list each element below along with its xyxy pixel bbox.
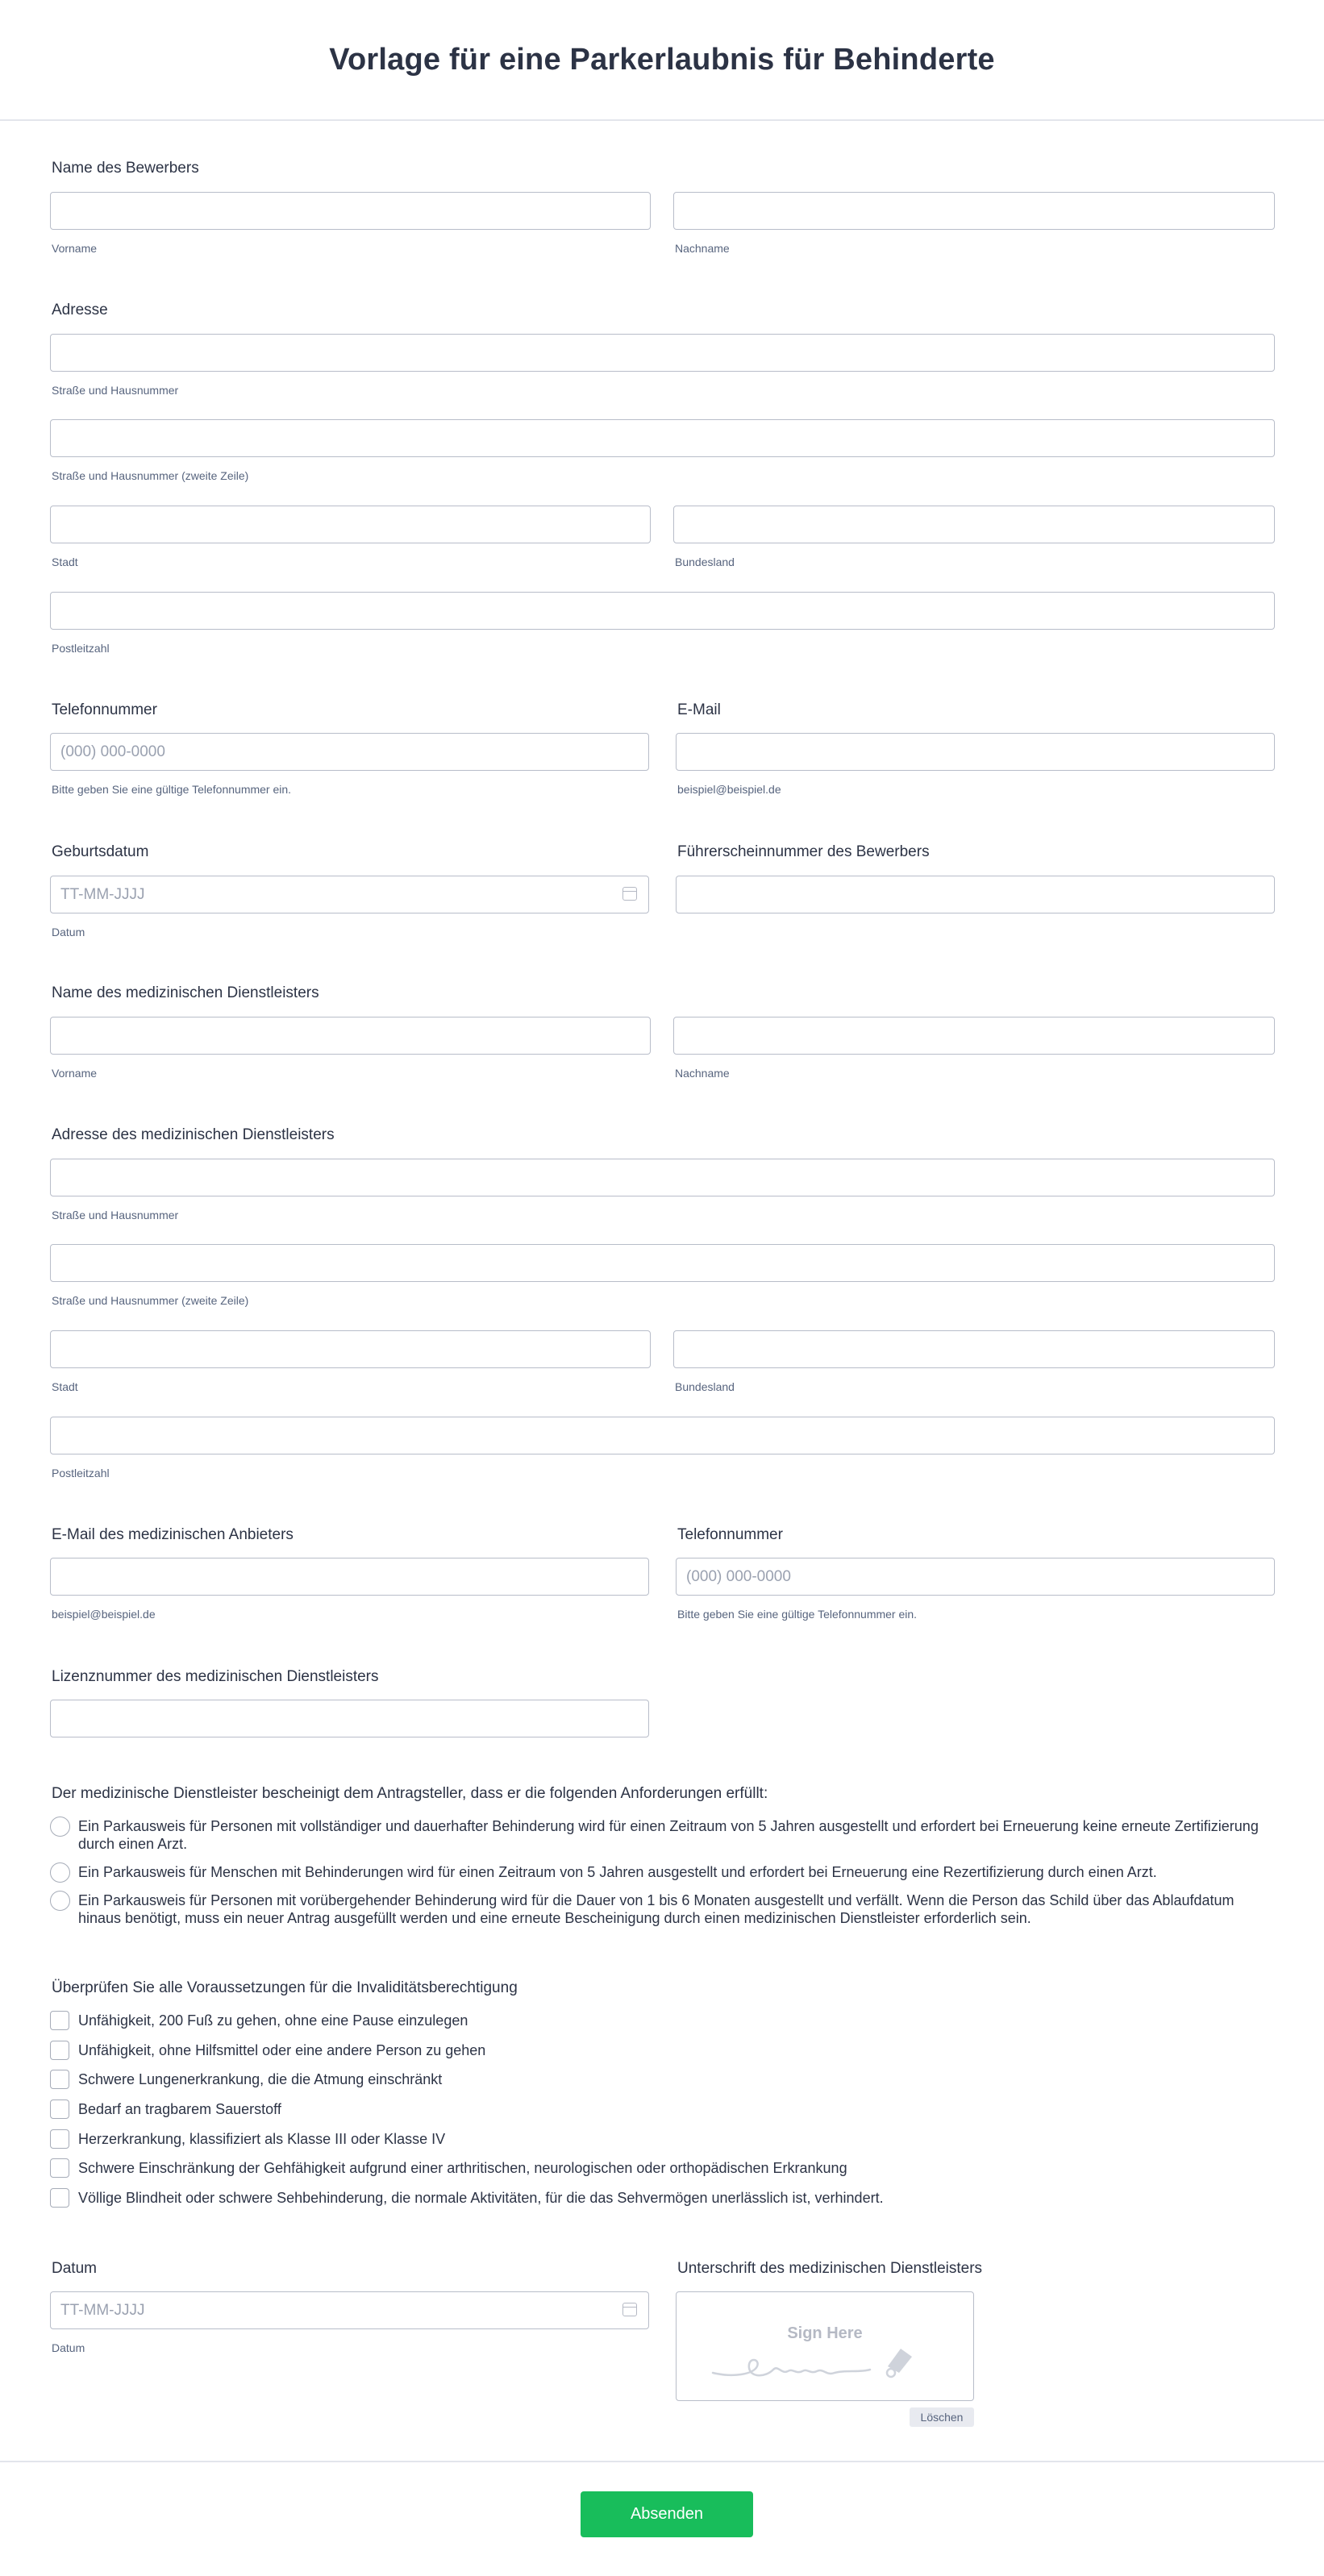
provider-phone-hint: Bitte geben Sie eine gültige Telefonnummer ein. [677,1608,918,1621]
birthdate-label: Geburtsdatum [52,843,149,860]
birthdate-input[interactable] [50,876,649,913]
provider-license-label: Lizenznummer des medizinischen Dienstleisters [52,1668,379,1685]
certification-option-label: Ein Parkausweis für Personen mit vollständiger und dauerhafter Behinderung wird für einen Zeitraum von 5 Jahren ausgestellt und erfordert bei Erneuerung keine erneute Zertifizierung durch einen Arzt. [78,1818,1259,1852]
provider-phone-label: Telefonnummer [677,1526,783,1543]
provider-address-label: Adresse des medizinischen Dienstleisters [52,1126,335,1143]
email-input[interactable] [676,733,1275,771]
provider-last-name-input[interactable] [673,1017,1275,1055]
radio-button[interactable] [50,1862,70,1883]
provider-email-input[interactable] [50,1558,649,1596]
checkbox[interactable] [50,2100,69,2119]
provider-city-sublabel: Stadt [52,1380,78,1393]
provider-first-name-input[interactable] [50,1017,651,1055]
address-city-input[interactable] [50,506,651,543]
checkbox[interactable] [50,2129,69,2149]
certification-option-label: Ein Parkausweis für Menschen mit Behinderungen wird für einen Zeitraum von 5 Jahren ausgestellt und erfordert bei Erneuerung eine Rezertifizierung durch einen Arzt. [78,1864,1157,1880]
checkbox[interactable] [50,2041,69,2060]
condition-option-label: Unfähigkeit, 200 Fuß zu gehen, ohne eine Pause einzulegen [78,2012,468,2029]
date-label: Datum [52,2260,97,2277]
provider-email-label: E-Mail des medizinischen Anbieters [52,1526,294,1543]
address-street2-input[interactable] [50,419,1275,457]
provider-last-name-sublabel: Nachname [675,1067,730,1080]
condition-option-label: Bedarf an tragbarem Sauerstoff [78,2101,281,2117]
checkbox[interactable] [50,2188,69,2208]
address-zip-sublabel: Postleitzahl [52,642,110,655]
condition-option-label: Herzerkrankung, klassifiziert als Klasse III oder Klasse IV [78,2131,446,2147]
signature-scribble-icon [709,2342,943,2386]
radio-button[interactable] [50,1817,70,1837]
checkbox[interactable] [50,2011,69,2030]
calendar-icon[interactable] [622,2303,637,2316]
email-label: E-Mail [677,701,721,718]
applicant-first-name-sublabel: Vorname [52,242,98,255]
condition-option-label: Völlige Blindheit oder schwere Sehbehinderung, die normale Aktivitäten, für die das Sehvermögen unerlässlich ist, verhindert. [78,2190,884,2206]
condition-option-label: Unfähigkeit, ohne Hilfsmittel oder eine andere Person zu gehen [78,2042,486,2058]
signature-placeholder: Sign Here [787,2324,863,2342]
form-header [0,0,1324,121]
provider-phone-input[interactable] [676,1558,1275,1596]
applicant-name-label: Name des Bewerbers [52,160,199,177]
provider-street1-input[interactable] [50,1159,1275,1196]
provider-state-input[interactable] [673,1330,1275,1368]
provider-license-input[interactable] [50,1700,649,1737]
provider-city-input[interactable] [50,1330,651,1368]
page-title: Vorlage für eine Parkerlaubnis für Behinderte [329,42,995,77]
calendar-icon[interactable] [622,887,637,901]
address-street1-input[interactable] [50,334,1275,372]
radio-button[interactable] [50,1891,70,1911]
condition-option-label: Schwere Einschränkung der Gehfähigkeit aufgrund einer arthritischen, neurologischen oder orthopädischen Erkrankung [78,2160,847,2176]
address-label: Adresse [52,302,108,318]
condition-option-label: Schwere Lungenerkrankung, die die Atmung einschränkt [78,2071,443,2087]
signature-clear-button[interactable]: Löschen [910,2407,974,2427]
provider-state-sublabel: Bundesland [675,1380,735,1393]
signature-label: Unterschrift des medizinischen Dienstleisters [677,2260,983,2277]
applicant-first-name-input[interactable] [50,192,651,230]
applicant-last-name-input[interactable] [673,192,1275,230]
applicant-last-name-sublabel: Nachname [675,242,730,255]
provider-zip-input[interactable] [50,1417,1275,1454]
license-label: Führerscheinnummer des Bewerbers [677,843,930,860]
address-street2-sublabel: Straße und Hausnummer (zweite Zeile) [52,469,249,482]
license-input[interactable] [676,876,1275,913]
provider-street2-sublabel: Straße und Hausnummer (zweite Zeile) [52,1294,249,1307]
address-street1-sublabel: Straße und Hausnummer [52,384,179,397]
email-hint: beispiel@beispiel.de [677,783,781,796]
checkbox[interactable] [50,2070,69,2089]
signature-pad[interactable] [676,2291,974,2401]
provider-first-name-sublabel: Vorname [52,1067,98,1080]
provider-email-hint: beispiel@beispiel.de [52,1608,156,1621]
checkbox[interactable] [50,2158,69,2178]
provider-zip-sublabel: Postleitzahl [52,1467,110,1479]
birthdate-hint: Datum [52,926,85,938]
certification-option-label: Ein Parkausweis für Personen mit vorübergehender Behinderung wird für die Dauer von 1 bis 6 Monaten ausgestellt und verfällt. Wenn die Person das Schild über das Ablaufdatum hinaus benötigt, muss ein neuer Antrag ausgefüllt werden und eine erneute Bescheinigung durch einen medizinischen Dienstleister erforderlich sein. [78,1892,1234,1926]
provider-name-label: Name des medizinischen Dienstleisters [52,984,319,1001]
date-hint: Datum [52,2341,85,2354]
provider-street2-input[interactable] [50,1244,1275,1282]
phone-label: Telefonnummer [52,701,157,718]
address-state-input[interactable] [673,506,1275,543]
submit-button[interactable]: Absenden [581,2491,753,2537]
phone-input[interactable] [50,733,649,771]
date-input[interactable] [50,2291,649,2329]
phone-hint: Bitte geben Sie eine gültige Telefonnummer ein. [52,783,292,796]
address-zip-input[interactable] [50,592,1275,630]
certification-label: Der medizinische Dienstleister bescheinigt dem Antragsteller, dass er die folgenden Anforderungen erfüllt: [52,1785,768,1802]
conditions-label: Überprüfen Sie alle Voraussetzungen für die Invaliditätsberechtigung [52,1979,518,1996]
provider-street1-sublabel: Straße und Hausnummer [52,1209,179,1221]
address-state-sublabel: Bundesland [675,556,735,568]
address-city-sublabel: Stadt [52,556,78,568]
